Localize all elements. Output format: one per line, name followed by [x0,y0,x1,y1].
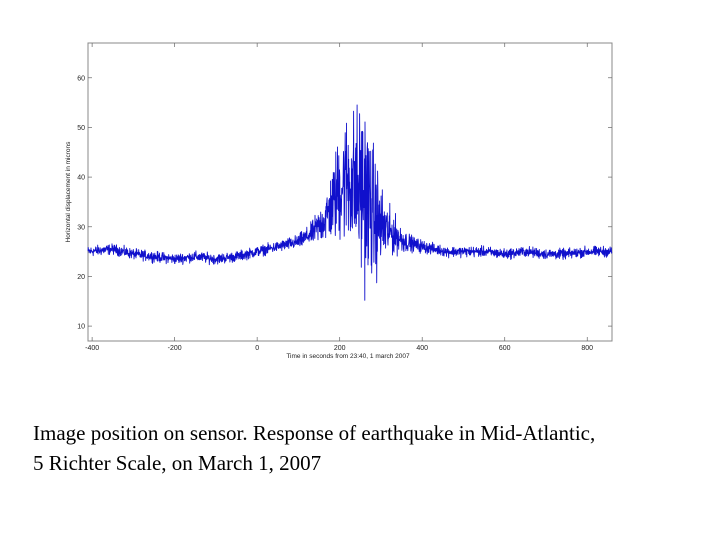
caption-line-1: Image position on sensor. Response of earthquake in Mid-Atlantic, [33,421,596,445]
caption-line-2: 5 Richter Scale, on March 1, 2007 [33,451,322,475]
x-tick-label: 400 [416,345,429,352]
y-tick-label: 10 [77,323,85,331]
y-tick-label: 60 [77,75,85,83]
y-tick-label: 30 [77,224,85,232]
y-tick-label: 20 [77,273,85,281]
y-tick-label: 40 [77,174,85,182]
x-axis-label: Time in seconds from 23:40, 1 march 2007 [286,353,410,360]
figure-caption [33,418,693,478]
y-tick-label: 50 [77,124,85,132]
x-tick-label: 800 [581,345,594,352]
x-tick-label: 200 [333,345,346,352]
y-axis-label: Horizontal displacement in microns [65,141,72,243]
x-tick-label: -400 [85,345,100,352]
x-tick-label: 600 [498,345,511,352]
x-tick-label: 0 [255,345,260,352]
x-tick-label: -200 [167,345,182,352]
